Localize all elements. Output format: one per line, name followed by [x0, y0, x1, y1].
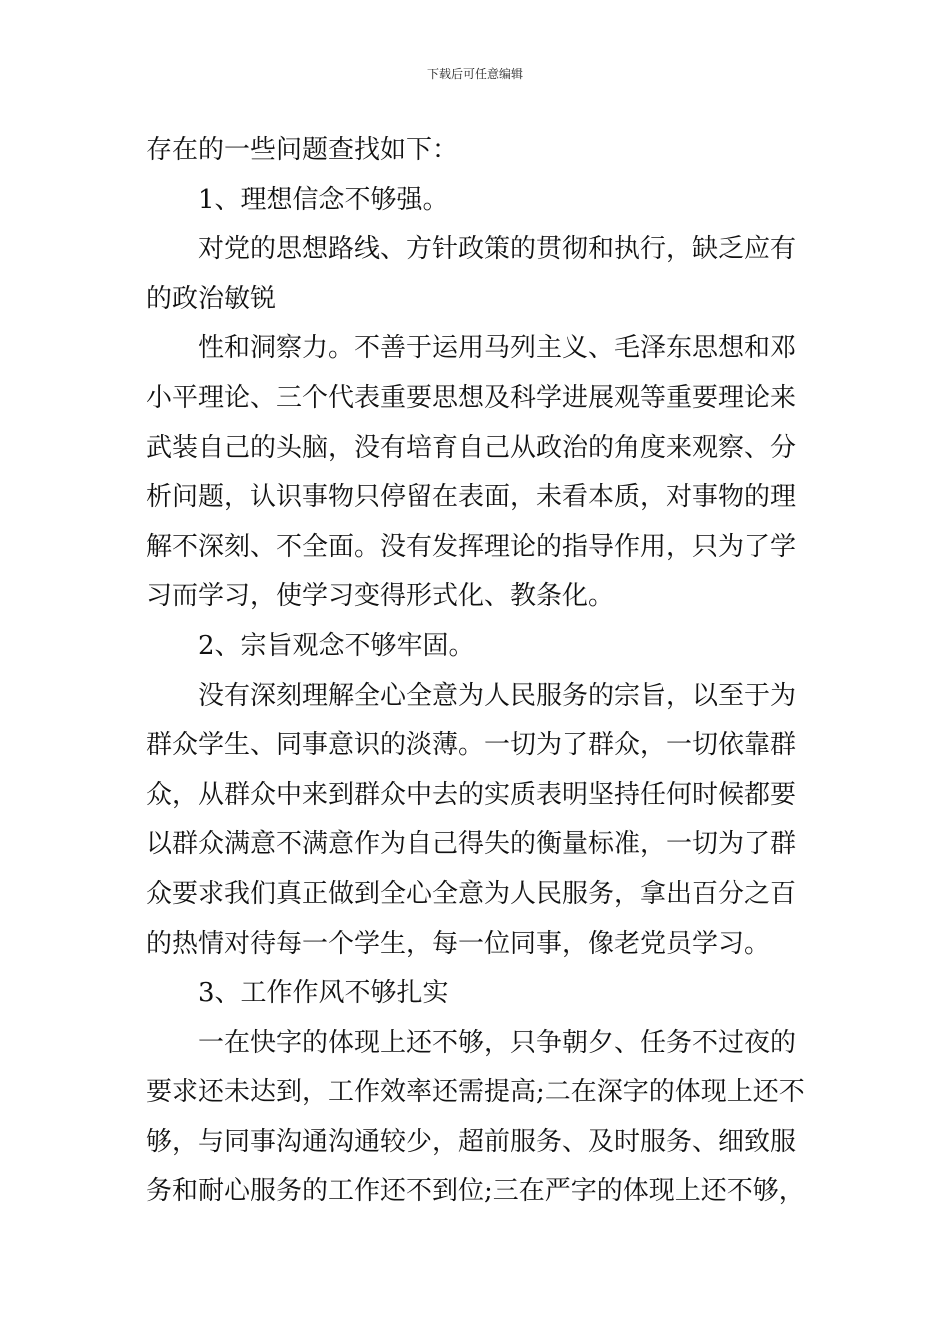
text-line: 习而学习，使学习变得形式化、教条化。 [146, 581, 615, 612]
page-header: 下载后可任意编辑 [426, 67, 523, 81]
document-body [146, 126, 808, 1217]
text-line: 众要求我们真正做到全心全意为人民服务，拿出百分之百 [146, 878, 797, 909]
text-line: 的热情对待每一个学生，每一位同事，像老党员学习。 [146, 928, 771, 959]
text-line: 对党的思想路线、方针政策的贯彻和执行，缺乏应有 [198, 234, 797, 265]
section-heading: 2、宗旨观念不够牢固。 [198, 630, 475, 661]
text-line: 务和耐心服务的工作还不到位;三在严字的体现上还不够， [146, 1176, 805, 1207]
text-line: 够，与同事沟通沟通较少，超前服务、及时服务、细致服 [146, 1126, 797, 1157]
text-line: 群众学生、同事意识的淡薄。一切为了群众，一切依靠群 [146, 730, 797, 761]
text-line: 一在快字的体现上还不够，只争朝夕、任务不过夜的 [198, 1027, 797, 1058]
text-line: 众，从群众中来到群众中去的实质表明坚持任何时候都要 [146, 779, 797, 810]
text-line: 析问题，认识事物只停留在表面，未看本质，对事物的理 [146, 482, 797, 513]
text-line: 解不深刻、不全面。没有发挥理论的指导作用，只为了学 [146, 531, 797, 562]
text-line: 小平理论、三个代表重要思想及科学进展观等重要理论来 [146, 382, 797, 413]
text-line: 武装自己的头脑，没有培育自己从政治的角度来观察、分 [146, 432, 797, 463]
text-line: 没有深刻理解全心全意为人民服务的宗旨，以至于为 [198, 680, 797, 711]
section-heading: 1、理想信念不够强。 [198, 184, 449, 215]
text-line: 以群众满意不满意作为自己得失的衡量标准，一切为了群 [146, 829, 797, 860]
text-line: 存在的一些问题查找如下： [146, 135, 459, 165]
text-line: 要求还未达到，工作效率还需提高;二在深字的体现上还不 [146, 1077, 805, 1108]
text-line: 的政治敏锐 [146, 283, 277, 314]
section-heading: 3、工作作风不够扎实 [198, 978, 449, 1009]
text-line: 性和洞察力。不善于运用马列主义、毛泽东思想和邓 [198, 333, 797, 364]
